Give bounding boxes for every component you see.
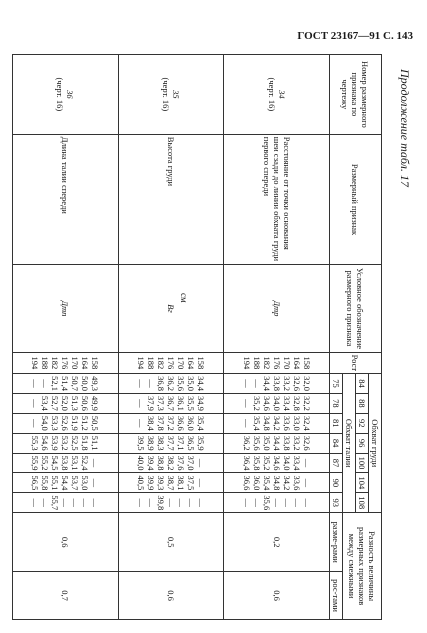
row-diff-height: 0,6	[224, 572, 330, 620]
row-col: 49,9 50,6 51,3 52,0 52,7 53,4 —	[13, 393, 119, 413]
row-col: 49,3 50,0 50,7 51,4 52,1 — —	[13, 374, 119, 394]
row-symbol: Дтр	[224, 265, 330, 352]
row-col: — — — — 55,7 — —	[13, 493, 119, 513]
row-col: 32,4 33,0 33,6 34,2 34,8 35,4 —	[224, 413, 330, 433]
waist-value: 78	[330, 393, 343, 413]
chest-group-header: Обхват груди	[369, 374, 382, 513]
row-symbol: Дтп	[13, 265, 119, 352]
chest-value: 100	[356, 453, 369, 473]
col-symbol-header: Условное обозначение размерного признака	[330, 265, 382, 352]
row-col: — 33,4 34,0 34,6 35,2 35,8 36,4	[224, 453, 330, 473]
row-col: 34,9 35,5 36,1 36,7 37,3 37,9 —	[118, 393, 224, 413]
row-col: 35,9 36,5 37,1 37,7 38,3 38,9 39,5	[118, 433, 224, 453]
row-col: — 53,0 53,7 54,4 55,1 55,8 56,5	[13, 473, 119, 493]
continuation-caption: Продолжение табл. 17	[398, 69, 412, 187]
table-row	[13, 55, 119, 620]
table-row	[224, 55, 330, 620]
row-col: 34,4 35,0 35,6 36,2 36,8 — —	[118, 374, 224, 394]
row-symbol: Вг	[118, 265, 224, 352]
waist-value: 87	[330, 453, 343, 473]
chest-value: 88	[356, 393, 369, 413]
row-number: 36 (черт. 16)	[13, 55, 119, 135]
page-header: ГОСТ 23167—91 С. 143	[297, 30, 413, 42]
diff-sizes-header: разме-рами	[330, 513, 343, 572]
unit-label: см	[179, 293, 189, 303]
row-diff-height: 0,6	[118, 572, 224, 620]
row-number: 34 (черт. 16)	[224, 55, 330, 135]
row-col: — — — — 35,6 — —	[224, 493, 330, 513]
row-number: 35 (черт. 16)	[118, 55, 224, 135]
row-col: 32,2 32,8 33,4 34,0 34,6 35,2 —	[224, 393, 330, 413]
row-rost: 158 164 170 176 182 188 194	[118, 352, 224, 373]
chest-value: 96	[356, 433, 369, 453]
row-col: — 33,6 34,2 34,8 35,4 36,0 36,6	[224, 473, 330, 493]
row-col: 35,4 36,0 36,6 37,2 37,8 38,4 —	[118, 413, 224, 433]
waist-group-header: Обхват талии	[343, 374, 356, 513]
row-diff-size: 0,2	[224, 513, 330, 572]
row-col: 32,0 32,6 33,2 33,8 34,4 — —	[224, 374, 330, 394]
chest-value: 104	[356, 473, 369, 493]
waist-value: 90	[330, 473, 343, 493]
diff-header: Разность величины размерных признаков между смежными	[343, 513, 382, 620]
row-diff-height: 0,7	[13, 572, 119, 620]
row-name: Расстояние от точки основания шеи сзади до линии обхвата груди первого спереди	[224, 134, 330, 265]
row-col: 32,6 33,2 33,8 34,4 35,0 35,6 36,2	[224, 433, 330, 453]
chest-value: 108	[356, 493, 369, 513]
waist-value: 93	[330, 493, 343, 513]
row-rost: 158 164 170 176 182 188 194	[13, 352, 119, 373]
col-number-header: Номер размерного признака по чертежу	[330, 55, 382, 135]
row-col: 51,1 51,8 52,5 53,2 53,9 54,6 55,3	[13, 433, 119, 453]
size-table	[12, 54, 382, 620]
chest-value: 84	[356, 374, 369, 394]
chest-value: 92	[356, 413, 369, 433]
row-col: — 37,0 37,6 38,2 38,8 39,4 40,0	[118, 453, 224, 473]
row-col: — 52,4 53,1 53,8 54,5 55,2 55,9	[13, 453, 119, 473]
diff-heights-header: рос-тами	[330, 572, 343, 620]
col-rost-header: Рост	[330, 352, 382, 373]
row-name: Высота груди	[118, 134, 224, 265]
row-diff-size: 0,5	[118, 513, 224, 572]
table-row	[118, 55, 224, 620]
row-diff-size: 0,6	[13, 513, 119, 572]
row-col: — — — — 39,8 — —	[118, 493, 224, 513]
waist-value: 75	[330, 374, 343, 394]
waist-value: 84	[330, 433, 343, 453]
row-col: 50,5 51,2 51,9 52,6 53,3 54,0 —	[13, 413, 119, 433]
waist-value: 81	[330, 413, 343, 433]
row-rost: 158 164 170 176 182 188 194	[224, 352, 330, 373]
table-rotated	[12, 54, 382, 620]
table-rotated-wrapper	[4, 54, 384, 620]
col-name-header: Размерный признак	[330, 134, 382, 265]
row-col: — 37,5 38,1 38,7 39,3 39,9 40,5	[118, 473, 224, 493]
row-name: Длина талии спереди	[13, 134, 119, 265]
